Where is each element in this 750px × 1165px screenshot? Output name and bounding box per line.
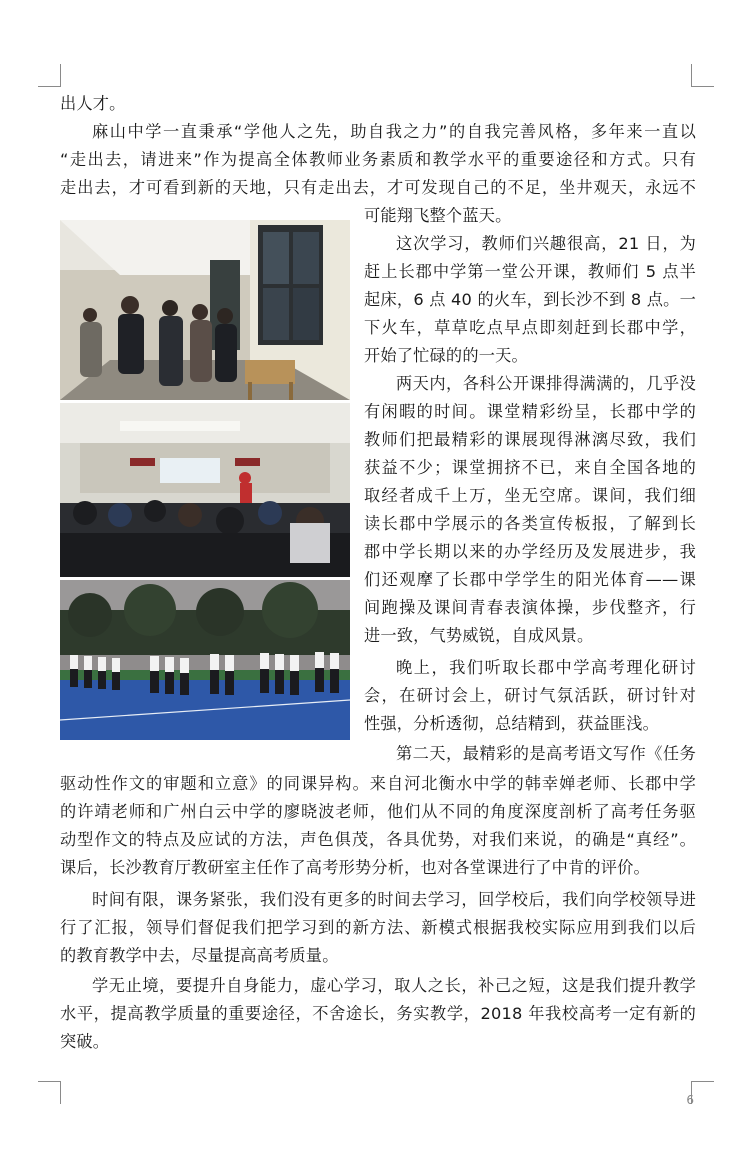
text-line: 们还观摩了长郡中学学生的阳光体育——课	[364, 570, 696, 589]
crop-mark-bottom-left	[38, 1081, 61, 1104]
text-line: 会，在研讨会上，研讨气氛活跃，研讨针对	[364, 686, 696, 705]
text-line: 可能翔飞整个蓝天。	[364, 206, 512, 225]
text-line: 水平，提高教学质量的重要途径，不舍途长，务实教学，2018 年我校高考一定有新的	[60, 1004, 696, 1023]
text-line: 下火车，草草吃点早点即刻赶到长郡中学，	[364, 318, 696, 337]
text-line: 取经者成千上万，坐无空席。课间，我们细	[364, 486, 696, 505]
crop-mark-top-right	[691, 64, 714, 87]
text-line: 出人才。	[60, 94, 126, 113]
text-line: 间跑操及课间青春表演体操，步伐整齐，行	[364, 598, 696, 617]
corridor-crowd-photo	[60, 220, 350, 400]
crop-mark-top-left	[38, 64, 61, 87]
text-line: 读长郡中学展示的各类宣传板报，了解到长	[364, 514, 696, 533]
crop-mark-bottom-right	[691, 1081, 714, 1104]
text-line: 赶上长郡中学第一堂公开课，教师们 5 点半	[364, 262, 696, 281]
playground-exercise-photo	[60, 580, 350, 740]
text-line: 的许靖老师和广州白云中学的廖晓波老师，他们从不同的角度深度剖析了高考任务驱	[60, 802, 696, 821]
text-line: 课后，长沙教育厅教研室主任作了高考形势分析，也对各堂课进行了中肯的评价。	[60, 858, 650, 877]
text-line: “走出去，请进来”作为提高全体教师业务素质和教学水平的重要途径和方式。只有	[60, 150, 696, 169]
text-line: 麻山中学一直秉承“学他人之先，助自我之力”的自我完善风格，多年来一直以	[92, 122, 696, 141]
text-line: 第二天，最精彩的是高考语文写作《任务	[396, 744, 696, 763]
text-line: 性强，分析透彻，总结精到，获益匪浅。	[364, 714, 659, 733]
text-line: 行了汇报，领导们督促我们把学习到的新方法、新模式根据我校实际应用到我们以后	[60, 918, 696, 937]
text-line: 的教育教学中去，尽量提高高考质量。	[60, 946, 339, 965]
text-line: 驱动性作文的审题和立意》的同课异构。来自河北衡水中学的韩幸婵老师、长郡中学	[60, 774, 696, 793]
text-line: 学无止境，要提升自身能力，虚心学习，取人之长，补己之短，这是我们提升教学	[92, 976, 696, 995]
text-line: 获益不少；课堂拥挤不已，来自全国各地的	[364, 458, 696, 477]
text-line: 起床，6 点 40 的火车，到长沙不到 8 点。一	[364, 290, 696, 309]
text-line: 开始了忙碌的的一天。	[364, 346, 528, 365]
text-line: 这次学习，教师们兴趣很高，21 日，为	[396, 234, 696, 253]
text-line: 进一致，气势威锐，自成风景。	[364, 626, 594, 645]
text-line: 晚上，我们听取长郡中学高考理化研讨	[396, 658, 696, 677]
text-line: 两天内，各科公开课排得满满的，几乎没	[396, 374, 696, 393]
page-number: 6	[686, 1093, 694, 1107]
text-line: 时间有限，课务紧张，我们没有更多的时间去学习，回学校后，我们向学校领导进	[92, 890, 696, 909]
text-line: 有闲暇的时间。课堂精彩纷呈，长郡中学的	[364, 402, 696, 421]
text-line: 突破。	[60, 1032, 110, 1051]
text-line: 郡中学长期以来的办学经历及发展进步，我	[364, 542, 696, 561]
text-line: 走出去，才可看到新的天地，只有走出去，才可发现自己的不足，坐井观天，永远不	[60, 178, 696, 197]
classroom-lecture-photo	[60, 403, 350, 577]
text-line: 教师们把最精彩的课展现得淋漓尽致，我们	[364, 430, 696, 449]
text-line: 动型作文的特点及应试的方法，声色俱茂，各具优势，对我们来说，的确是“真经”。	[60, 830, 696, 849]
